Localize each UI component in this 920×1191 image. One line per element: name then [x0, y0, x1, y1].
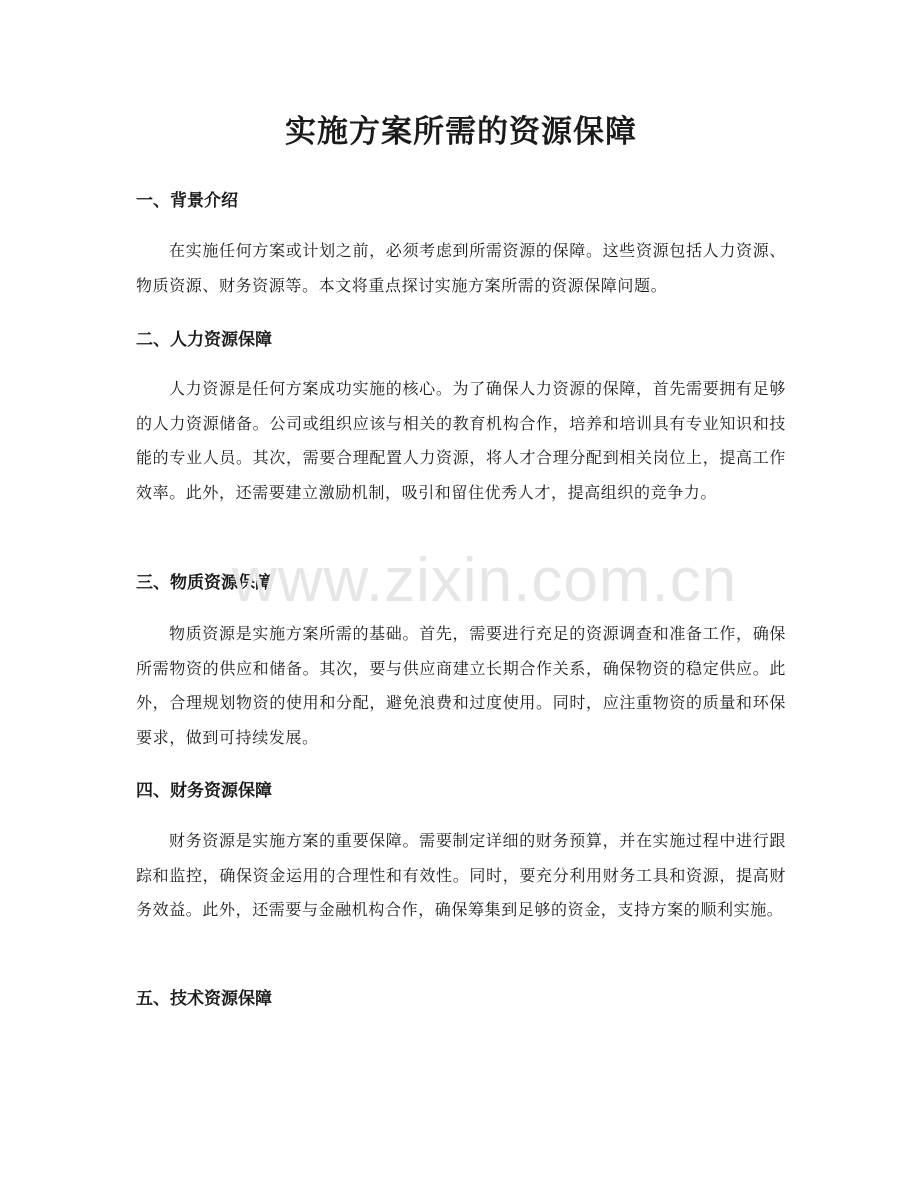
document-title: 实施方案所需的资源保障	[285, 114, 637, 150]
watermark: www.zixin.com.cn	[232, 546, 738, 615]
section-paragraph-financial-resources: 财务资源是实施方案的重要保障。需要制定详细的财务预算，并在实施过程中进行跟踪和监控，确保资金运用的合理性和有效性。同时，要充分利用财务工具和资源，提高财务效益。此外，还需要与金融机构合作，确保筹集到足够的资金，支持方案的顺利实施。	[136, 831, 786, 919]
section-heading-background: 一、背景介绍	[136, 191, 238, 211]
section-paragraph-material-resources: 物质资源是实施方案所需的基础。首先，需要进行充足的资源调查和准备工作，确保所需物资的供应和储备。其次，要与供应商建立长期合作关系，确保物资的稳定供应。此外，合理规划物资的使用和分配，避免浪费和过度使用。同时，应注重物资的质量和环保要求，做到可持续发展。	[136, 624, 786, 747]
section-heading-technical-resources: 五、技术资源保障	[136, 989, 272, 1009]
section-heading-human-resources: 二、人力资源保障	[136, 330, 272, 350]
section-paragraph-background: 在实施任何方案或计划之前，必须考虑到所需资源的保障。这些资源包括人力资源、物质资源、财务资源等。本文将重点探讨实施方案所需的资源保障问题。	[136, 241, 786, 295]
section-paragraph-human-resources: 人力资源是任何方案成功实施的核心。为了确保人力资源的保障，首先需要拥有足够的人力资源储备。公司或组织应该与相关的教育机构合作，培养和培训具有专业知识和技能的专业人员。其次，需要合理配置人力资源，将人才合理分配到相关岗位上，提高工作效率。此外，还需要建立激励机制，吸引和留住优秀人才，提高组织的竞争力。	[136, 379, 786, 502]
section-heading-material-resources: 三、物质资源保障	[136, 573, 272, 593]
section-heading-financial-resources: 四、财务资源保障	[136, 781, 272, 801]
